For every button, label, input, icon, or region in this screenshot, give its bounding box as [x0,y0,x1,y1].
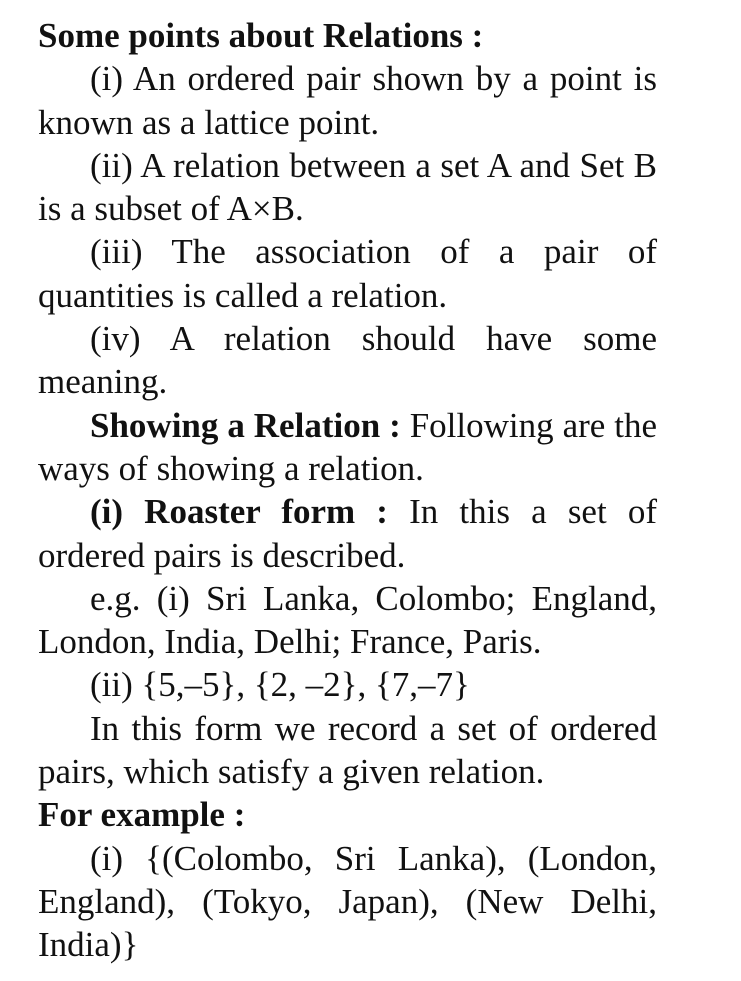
point-3: (iii) The association of a pair of quantities is called a relation. [38,232,657,315]
showing-relation-paragraph [38,404,657,491]
example-countries: e.g. (i) Sri Lanka, Colombo; England, London, India, Delhi; France, Paris. [38,578,657,662]
example-capitals: (i) {(Colombo, Sri Lanka), (London, England), (Tokyo, Japan), (New Delhi, India)} [38,838,657,965]
point-4: (iv) A relation should have some meaning. [38,319,657,402]
section-heading-relations: Some points about Relations : [38,16,484,55]
form-description: In this form we record a set of ordered pairs, which satisfy a given relation. [38,708,657,792]
roaster-form-paragraph [38,490,657,577]
point-2: (ii) A relation between a set A and Set B is a subset of A×B. [38,145,657,229]
for-example-heading: For example : [38,795,246,835]
roaster-form-text: In this a set of ordered pairs is described. [38,492,657,575]
showing-relation-label: Showing a Relation : [90,405,401,445]
point-1: (i) An ordered pair shown by a point is known as a lattice point. [38,59,657,142]
showing-relation-text: Following are the ways of showing a relation. [38,405,657,488]
example-number-sets: (ii) {5,–5}, {2, –2}, {7,–7} [90,665,470,705]
roaster-form-label: (i) Roaster form : [90,492,388,532]
